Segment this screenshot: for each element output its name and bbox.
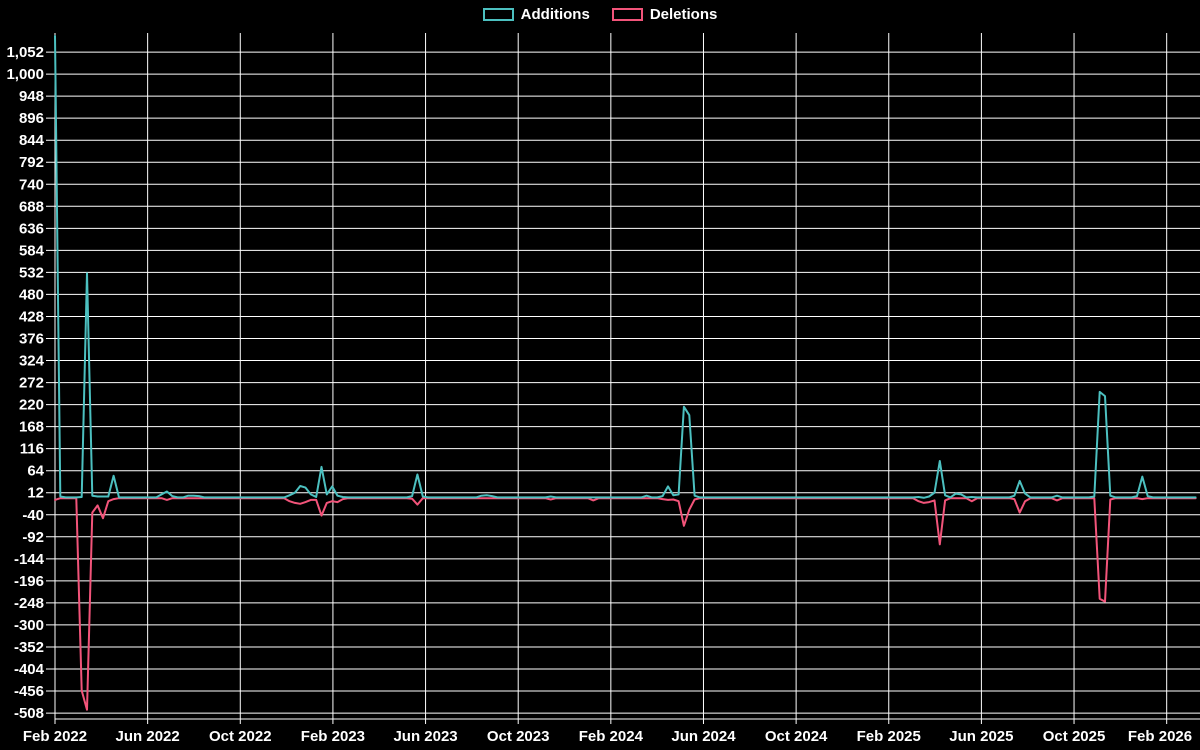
- x-tick-label: Feb 2026: [1127, 728, 1193, 745]
- x-tick-label: Feb 2022: [22, 728, 88, 745]
- deletions-legend-label: Deletions: [649, 6, 718, 23]
- x-tick-label: Jun 2022: [115, 728, 180, 745]
- y-tick-label: 376: [18, 330, 44, 348]
- deletions-swatch-icon: [612, 8, 643, 21]
- x-tick-label: Jun 2024: [671, 728, 736, 745]
- x-tick-label: Feb 2023: [300, 728, 366, 745]
- x-tick-label: Feb 2024: [578, 728, 643, 745]
- y-tick-label: 792: [18, 154, 44, 172]
- y-tick-label: 64: [27, 462, 44, 480]
- chart-legend: [0, 7, 1200, 22]
- y-tick-label: 584: [18, 242, 44, 260]
- y-tick-label: 1,000: [6, 66, 44, 84]
- x-tick-label: Jun 2025: [949, 728, 1014, 745]
- y-tick-label: 844: [18, 132, 44, 150]
- y-tick-label: -352: [13, 638, 44, 656]
- y-tick-label: -248: [13, 594, 44, 612]
- x-tick-label: Oct 2022: [209, 728, 272, 745]
- y-tick-label: 740: [18, 176, 44, 194]
- y-tick-label: 688: [18, 198, 44, 216]
- additions-swatch-icon: [483, 8, 514, 21]
- y-tick-label: 116: [19, 440, 44, 458]
- y-tick-label: 428: [18, 308, 44, 326]
- y-tick-label: 12: [27, 484, 44, 502]
- x-tick-label: Jun 2023: [393, 728, 458, 745]
- y-tick-label: -456: [13, 683, 44, 701]
- y-tick-label: 896: [18, 110, 44, 128]
- y-tick-label: -92: [22, 528, 44, 546]
- legend-item-additions[interactable]: [483, 7, 590, 22]
- y-tick-label: 636: [18, 220, 44, 238]
- additions-legend-label: Additions: [520, 6, 590, 23]
- y-tick-label: -40: [22, 506, 44, 524]
- x-tick-label: Oct 2023: [486, 728, 550, 745]
- y-tick-label: 532: [18, 264, 44, 282]
- y-tick-label: 324: [18, 352, 44, 370]
- y-tick-label: 220: [18, 396, 44, 414]
- y-tick-label: 948: [18, 88, 44, 106]
- x-tick-label: Oct 2024: [764, 728, 828, 745]
- y-tick-label: -404: [13, 661, 44, 679]
- y-tick-label: -196: [13, 572, 44, 590]
- deletions-line: [55, 498, 1196, 710]
- x-tick-label: Oct 2025: [1042, 728, 1106, 745]
- y-tick-label: -508: [13, 705, 44, 723]
- y-tick-label: 168: [18, 418, 44, 436]
- y-tick-label: -144: [13, 550, 44, 568]
- y-tick-label: -300: [13, 616, 44, 634]
- additions-line: [55, 36, 1196, 498]
- legend-item-deletions[interactable]: [612, 7, 718, 22]
- y-tick-label: 1,052: [6, 44, 44, 62]
- x-tick-label: Feb 2025: [856, 728, 921, 745]
- y-tick-label: 272: [18, 374, 44, 392]
- y-tick-label: 480: [18, 286, 44, 304]
